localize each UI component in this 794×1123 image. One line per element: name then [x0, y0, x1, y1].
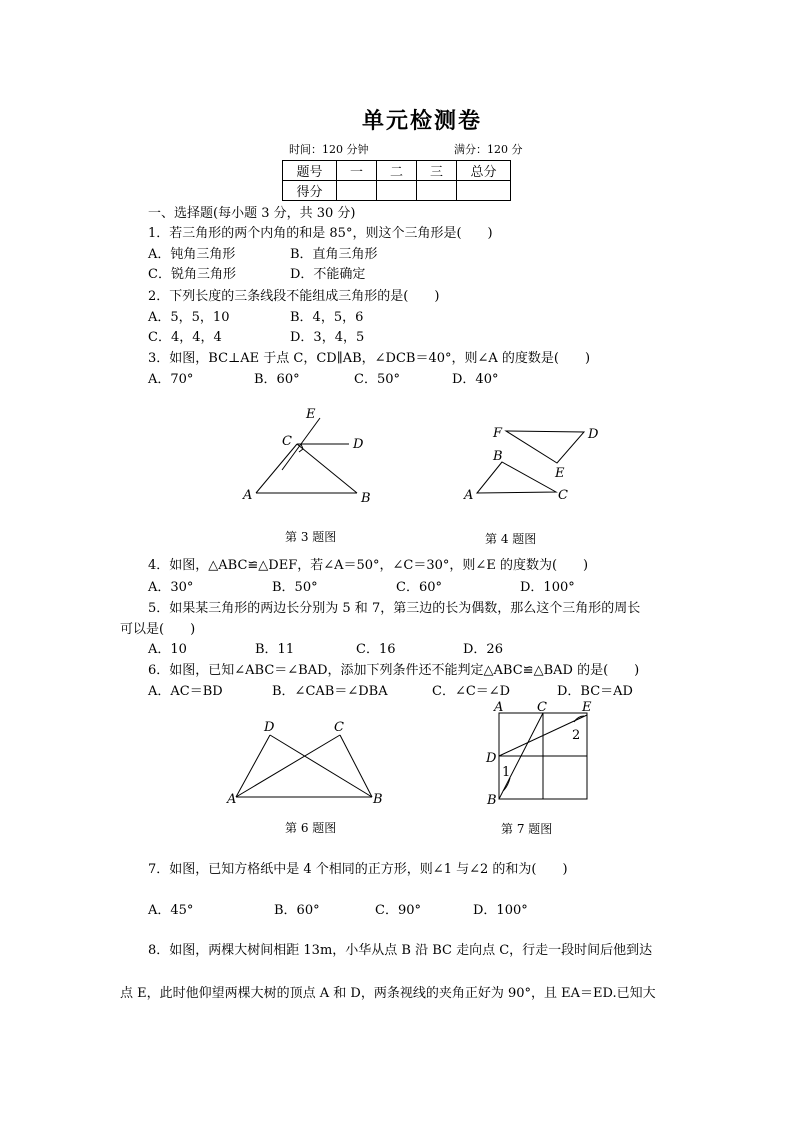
option: D．100°: [473, 903, 528, 918]
table-cell: 总分: [457, 161, 511, 181]
table-cell: 二: [377, 161, 417, 181]
question-stem: 4．如图，△ABC≌△DEF，若∠A＝50°，∠C＝30°，则∠E 的度数为( ): [148, 558, 589, 573]
option: C．4，4，4: [148, 330, 222, 345]
option: D．26: [463, 642, 503, 657]
table-cell: 得分: [283, 181, 337, 201]
point-label: C: [282, 434, 292, 449]
point-label: F: [493, 426, 503, 441]
section-heading: 一、选择题(每小题 3 分，共 30 分): [148, 206, 356, 221]
point-label: B: [373, 792, 383, 807]
figure-caption: 第 3 题图: [285, 530, 337, 544]
point-label: E: [582, 700, 592, 715]
option: B．60°: [254, 372, 300, 387]
option: D．100°: [520, 580, 575, 595]
option: B．50°: [272, 580, 318, 595]
figure-caption: 第 6 题图: [285, 821, 337, 835]
question-stem: 3．如图，BC⊥AE 于点 C，CD∥AB，∠DCB＝40°，则∠A 的度数是( ): [148, 351, 591, 366]
option: D．3，4，5: [290, 330, 365, 345]
table-cell: 一: [337, 161, 377, 181]
figure-3: [256, 418, 357, 493]
point-label: B: [493, 449, 503, 464]
option: A．45°: [148, 903, 194, 918]
angle-label: 2: [572, 728, 581, 743]
option: B．∠CAB＝∠DBA: [272, 684, 388, 699]
point-label: C: [537, 700, 547, 715]
option: D．BC＝AD: [557, 684, 633, 699]
figure-6: [236, 735, 372, 797]
question-stem: 可以是( ): [120, 622, 196, 637]
point-label: D: [353, 437, 364, 452]
point-label: A: [464, 488, 474, 503]
option: C．90°: [375, 903, 421, 918]
point-label: A: [227, 792, 237, 807]
question-stem: 1．若三角形的两个内角的和是 85°，则这个三角形是( ): [148, 226, 493, 241]
option: C．锐角三角形: [148, 267, 236, 282]
option: D．不能确定: [290, 267, 366, 282]
exam-time: 时间：120 分钟: [289, 143, 369, 156]
point-label: C: [334, 720, 344, 735]
figure-7: [499, 713, 587, 799]
point-label: E: [555, 466, 565, 481]
point-label: D: [264, 720, 275, 735]
table-cell: 三: [417, 161, 457, 181]
point-label: B: [487, 793, 497, 808]
point-label: A: [243, 488, 253, 503]
option: A．10: [148, 642, 187, 657]
option: A．钝角三角形: [148, 247, 236, 262]
option: C．16: [356, 642, 396, 657]
question-stem: 5．如果某三角形的两边长分别为 5 和 7，第三边的长为偶数，那么这个三角形的周长: [148, 601, 641, 616]
question-stem: 7．如图，已知方格纸中是 4 个相同的正方形，则∠1 与∠2 的和为( ): [148, 862, 568, 877]
option: A．AC＝BD: [148, 684, 223, 699]
option: D．40°: [452, 372, 499, 387]
table-cell: 题号: [283, 161, 337, 181]
option: B．60°: [274, 903, 320, 918]
option: B．11: [255, 642, 295, 657]
question-stem: 8．如图，两棵大树间相距 13m，小华从点 B 沿 BC 走向点 C，行走一段时间后他到达: [148, 943, 653, 958]
option: C．50°: [354, 372, 400, 387]
question-stem: 点 E，此时他仰望两棵大树的顶点 A 和 D，两条视线的夹角正好为 90°，且 EA＝ED.已知大: [120, 986, 656, 1001]
angle-label: 1: [502, 765, 511, 780]
point-label: B: [361, 491, 371, 506]
question-stem: 6．如图，已知∠ABC＝∠BAD，添加下列条件还不能判定△ABC≌△BAD 的是( ): [148, 663, 640, 678]
point-label: D: [486, 751, 497, 766]
option: B．4，5，6: [290, 310, 364, 325]
figure-caption: 第 7 题图: [501, 822, 553, 836]
full-score: 满分：120 分: [454, 143, 523, 156]
option: C．60°: [396, 580, 442, 595]
question-stem: 2．下列长度的三条线段不能组成三角形的是( ): [148, 289, 440, 304]
option: A．30°: [148, 580, 194, 595]
figure-caption: 第 4 题图: [485, 532, 537, 546]
point-label: E: [306, 407, 316, 422]
point-label: A: [494, 700, 504, 715]
option: A．5，5，10: [148, 310, 230, 325]
point-label: D: [588, 427, 599, 442]
option: B．直角三角形: [290, 247, 378, 262]
option: C．∠C＝∠D: [432, 684, 511, 699]
page-title: 单元检测卷: [361, 108, 482, 134]
point-label: C: [558, 488, 568, 503]
option: A．70°: [148, 372, 194, 387]
